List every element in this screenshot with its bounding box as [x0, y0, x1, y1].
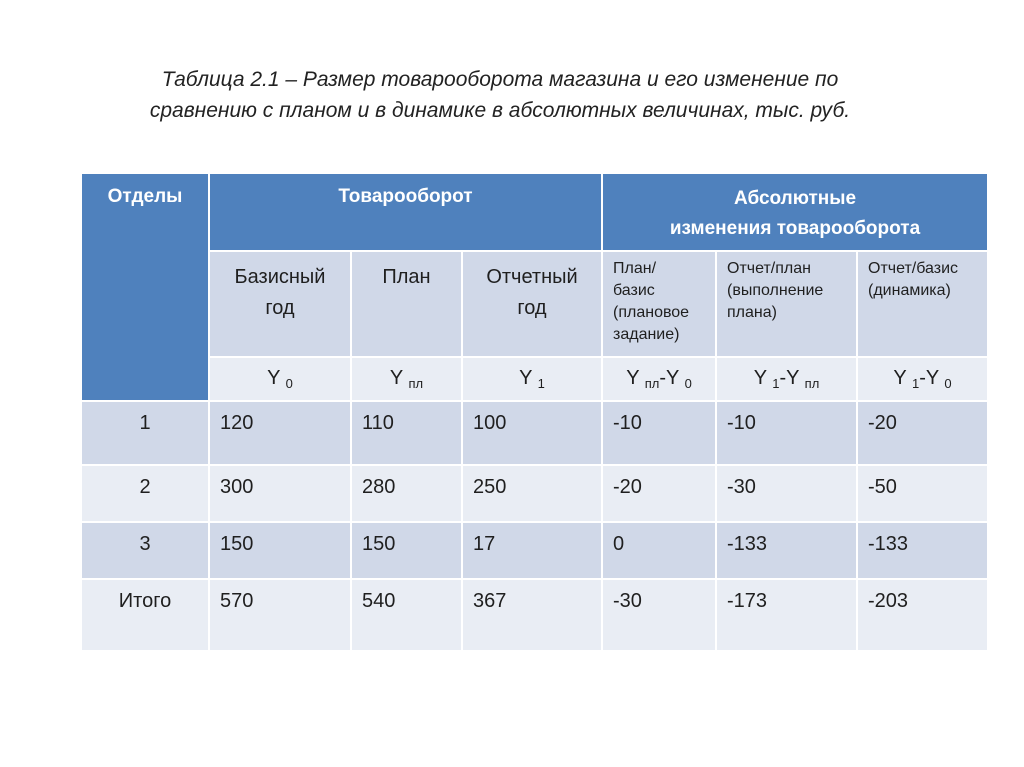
- symbol-ypl-minus-y0: Y $_{пл}$-Y $_0$: [602, 357, 716, 401]
- cell-report: 250: [462, 465, 602, 522]
- cell-report-plan: -133: [716, 522, 857, 579]
- table-caption: [60, 64, 940, 126]
- cell-dept: Итого: [81, 579, 209, 651]
- cell-plan: 540: [351, 579, 462, 651]
- turnover-table: [80, 172, 989, 652]
- cell-plan: 280: [351, 465, 462, 522]
- cell-base: 300: [209, 465, 351, 522]
- cell-report-base: -20: [857, 401, 988, 465]
- caption-line-2: сравнению с планом и в динамике в абсолютных величинах, тыс. руб.: [149, 99, 851, 122]
- cell-plan-base: -10: [602, 401, 716, 465]
- cell-report-base: -50: [857, 465, 988, 522]
- cell-plan-base: 0: [602, 522, 716, 579]
- header-turnover: Товарооборот: [209, 173, 602, 251]
- header-report-base: Отчет/базис (динамика): [857, 251, 988, 357]
- symbol-ypl: Y $_{пл}$: [351, 357, 462, 401]
- symbol-y1-minus-y0: Y $_1$-Y $_0$: [857, 357, 988, 401]
- cell-report-base: -203: [857, 579, 988, 651]
- header-report-year: Отчетный год: [462, 251, 602, 357]
- header-report-plan: Отчет/план (выполнение плана): [716, 251, 857, 357]
- cell-dept: 3: [81, 522, 209, 579]
- cell-report: 100: [462, 401, 602, 465]
- header-base-year: Базисный год: [209, 251, 351, 357]
- cell-report-plan: -173: [716, 579, 857, 651]
- table-row: [81, 522, 988, 579]
- header-plan: План: [351, 251, 462, 357]
- header-abs-line-2: изменения товарооборота: [669, 218, 921, 239]
- cell-base: 570: [209, 579, 351, 651]
- header-plan-base: План/ базис (плановое задание): [602, 251, 716, 357]
- cell-base: 120: [209, 401, 351, 465]
- table-row: [81, 401, 988, 465]
- table-row: [81, 579, 988, 651]
- cell-report-plan: -10: [716, 401, 857, 465]
- cell-report: 17: [462, 522, 602, 579]
- cell-plan: 150: [351, 522, 462, 579]
- symbol-y1: Y $_1$: [462, 357, 602, 401]
- symbol-y1-minus-ypl: Y $_1$-Y $_{пл}$: [716, 357, 857, 401]
- header-departments: Отделы: [81, 173, 209, 401]
- symbol-y0: Y $_0$: [209, 357, 351, 401]
- table-row: [81, 465, 988, 522]
- cell-report-plan: -30: [716, 465, 857, 522]
- cell-plan-base: -20: [602, 465, 716, 522]
- cell-report-base: -133: [857, 522, 988, 579]
- cell-plan-base: -30: [602, 579, 716, 651]
- header-abs-line-1: Абсолютные: [733, 188, 857, 209]
- cell-report: 367: [462, 579, 602, 651]
- cell-plan: 110: [351, 401, 462, 465]
- header-absolute-changes: [602, 173, 988, 251]
- cell-dept: 1: [81, 401, 209, 465]
- caption-line-1: Таблица 2.1 – Размер товарооборота магазина и его изменение по: [161, 68, 839, 91]
- cell-base: 150: [209, 522, 351, 579]
- cell-dept: 2: [81, 465, 209, 522]
